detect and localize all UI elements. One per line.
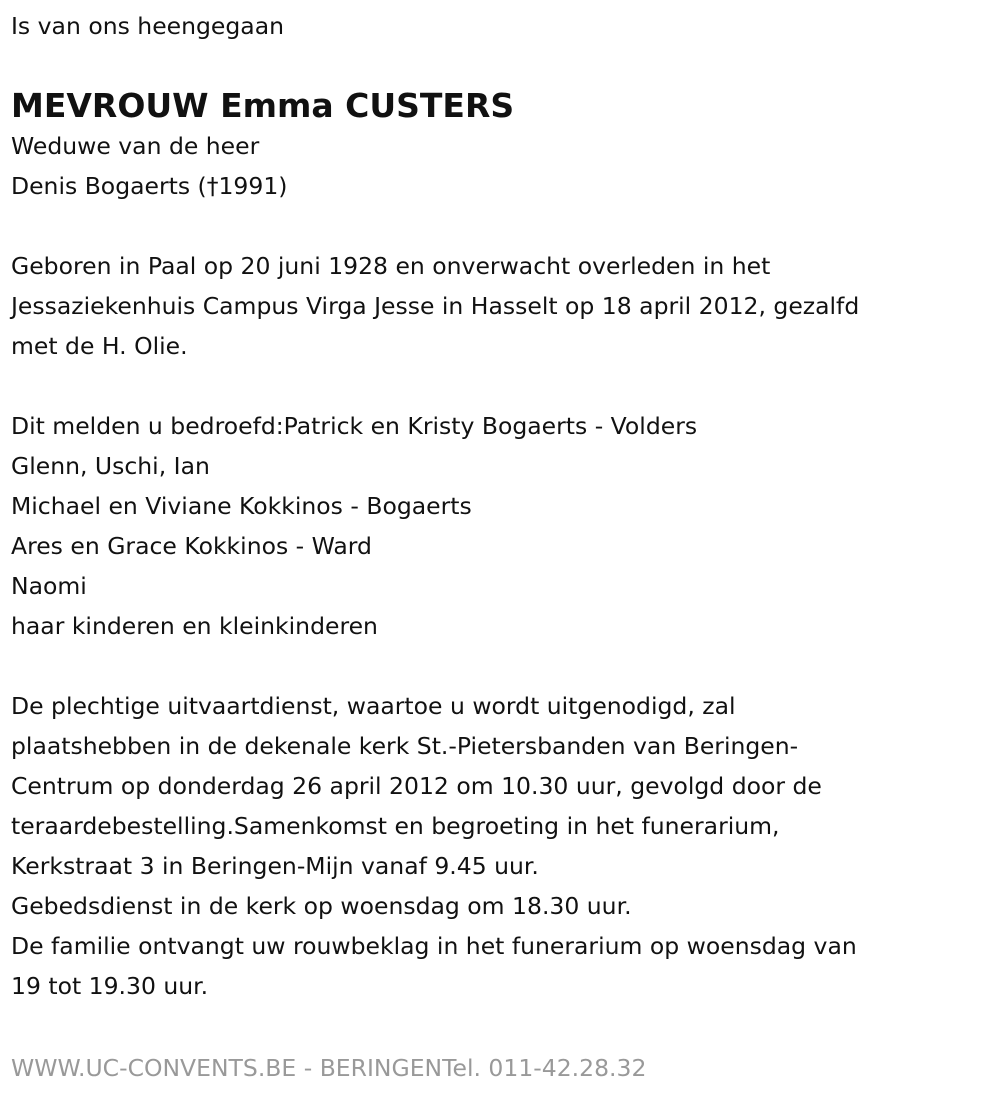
spouse-line: Denis Bogaerts (†1991)	[11, 172, 288, 200]
service-line: 19 tot 19.30 uur.	[11, 972, 209, 1000]
funeral-home-footer: WWW.UC-CONVENTS.BE - BERINGENTel. 011-42.28.32	[11, 1054, 647, 1082]
intro-text: Is van ons heengegaan	[11, 12, 284, 40]
family-line: Michael en Viviane Kokkinos - Bogaerts	[11, 492, 472, 520]
service-line: Kerkstraat 3 in Beringen-Mijn vanaf 9.45 uur.	[11, 852, 539, 880]
obituary-notice	[11, 6, 859, 1006]
service-line: teraardebestelling.Samenkomst en begroeting in het funerarium,	[11, 812, 780, 840]
service-line: De plechtige uitvaartdienst, waartoe u wordt uitgenodigd, zal	[11, 692, 736, 720]
birth-death-line: Jessaziekenhuis Campus Virga Jesse in Hasselt op 18 april 2012, gezalfd	[11, 292, 860, 320]
service-line: Gebedsdienst in de kerk op woensdag om 18.30 uur.	[11, 892, 632, 920]
family-line: haar kinderen en kleinkinderen	[11, 612, 378, 640]
service-line: plaatshebben in de dekenale kerk St.-Pietersbanden van Beringen-	[11, 732, 799, 760]
family-line: Naomi	[11, 572, 87, 600]
deceased-name: MEVROUW Emma CUSTERS	[11, 86, 515, 125]
service-line: Centrum op donderdag 26 april 2012 om 10.30 uur, gevolgd door de	[11, 772, 822, 800]
birth-death-line: met de H. Olie.	[11, 332, 188, 360]
spouse-line: Weduwe van de heer	[11, 132, 260, 160]
service-line: De familie ontvangt uw rouwbeklag in het funerarium op woensdag van	[11, 932, 857, 960]
birth-death-line: Geboren in Paal op 20 juni 1928 en onverwacht overleden in het	[11, 252, 771, 280]
family-line: Glenn, Uschi, Ian	[11, 452, 210, 480]
family-line: Ares en Grace Kokkinos - Ward	[11, 532, 372, 560]
family-line: Dit melden u bedroefd:Patrick en Kristy Bogaerts - Volders	[11, 412, 698, 440]
